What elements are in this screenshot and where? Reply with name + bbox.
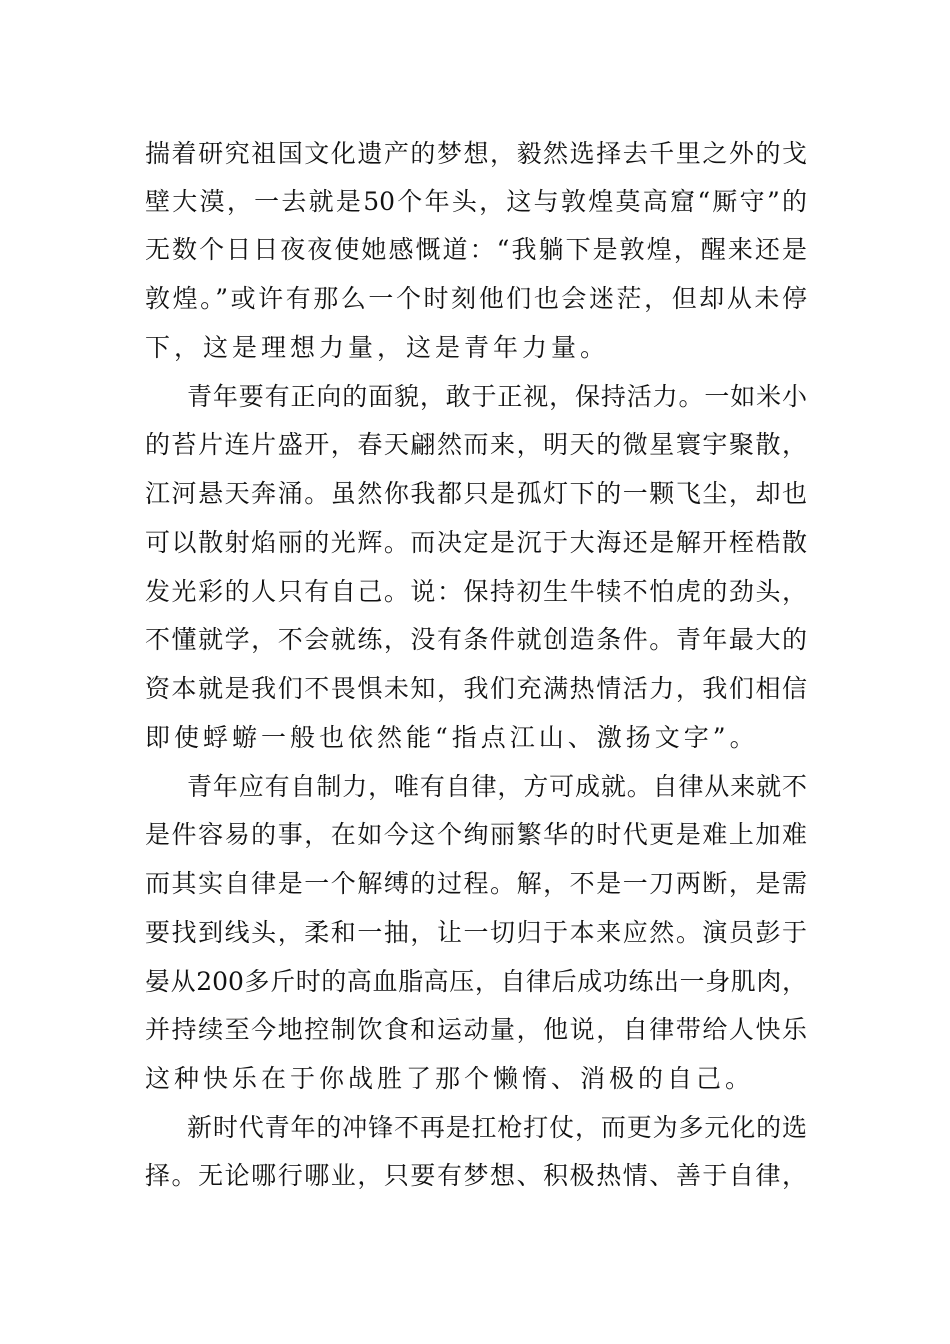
text-line: 江河悬天奔涌。虽然你我都只是孤灯下的一颗飞尘，却也 <box>145 479 807 508</box>
text-line: 不懂就学，不会就练，没有条件就创造条件。青年最大的 <box>145 625 807 654</box>
text-line: 的苔片连片盛开，春天翩然而来，明天的微星寰宇聚散， <box>145 430 807 459</box>
text-line: 即使蜉蝣一般也依然能“指点江山、激扬文字”。 <box>145 723 759 752</box>
text-line: 敦煌。”或许有那么一个时刻他们也会迷茫，但却从未停 <box>145 284 807 313</box>
text-line: 无数个日日夜夜使她感慨道：“我躺下是敦煌，醒来还是 <box>145 235 807 264</box>
text-line: 并持续至今地控制饮食和运动量，他说，自律带给人快乐 <box>145 1015 807 1044</box>
text-line: 晏从200多斤时的高血脂高压，自律后成功练出一身肌肉， <box>145 967 807 996</box>
text-line: 发光彩的人只有自己。说：保持初生牛犊不怕虎的劲头， <box>145 577 807 606</box>
text-line: 要找到线头，柔和一抽，让一切归于本来应然。演员彭于 <box>145 918 807 947</box>
paragraph-first-line: 青年应有自制力，唯有自律，方可成就。自律从来就不 <box>187 772 807 801</box>
text-line: 是件容易的事，在如今这个绚丽繁华的时代更是难上加难 <box>145 820 807 849</box>
text-line: 资本就是我们不畏惧未知，我们充满热情活力，我们相信 <box>145 674 807 703</box>
paragraph-first-line: 新时代青年的冲锋不再是扛枪打仗，而更为多元化的选 <box>187 1113 807 1142</box>
text-line: 可以散射焰丽的光辉。而决定是沉于大海还是解开桎梏散 <box>145 528 807 557</box>
text-line: 下，这是理想力量，这是青年力量。 <box>145 333 610 362</box>
text-line: 壁大漠，一去就是50个年头，这与敦煌莫高窟“厮守”的 <box>145 187 807 216</box>
text-line: 而其实自律是一个解缚的过程。解，不是一刀两断，是需 <box>145 869 807 898</box>
text-line: 择。无论哪行哪业，只要有梦想、积极热情、善于自律， <box>145 1161 807 1190</box>
text-line: 这种快乐在于你战胜了那个懒惰、消极的自己。 <box>145 1064 755 1093</box>
text-line: 揣着研究祖国文化遗产的梦想，毅然选择去千里之外的戈 <box>145 139 807 168</box>
paragraph-first-line: 青年要有正向的面貌，敢于正视，保持活力。一如米小 <box>187 382 807 411</box>
